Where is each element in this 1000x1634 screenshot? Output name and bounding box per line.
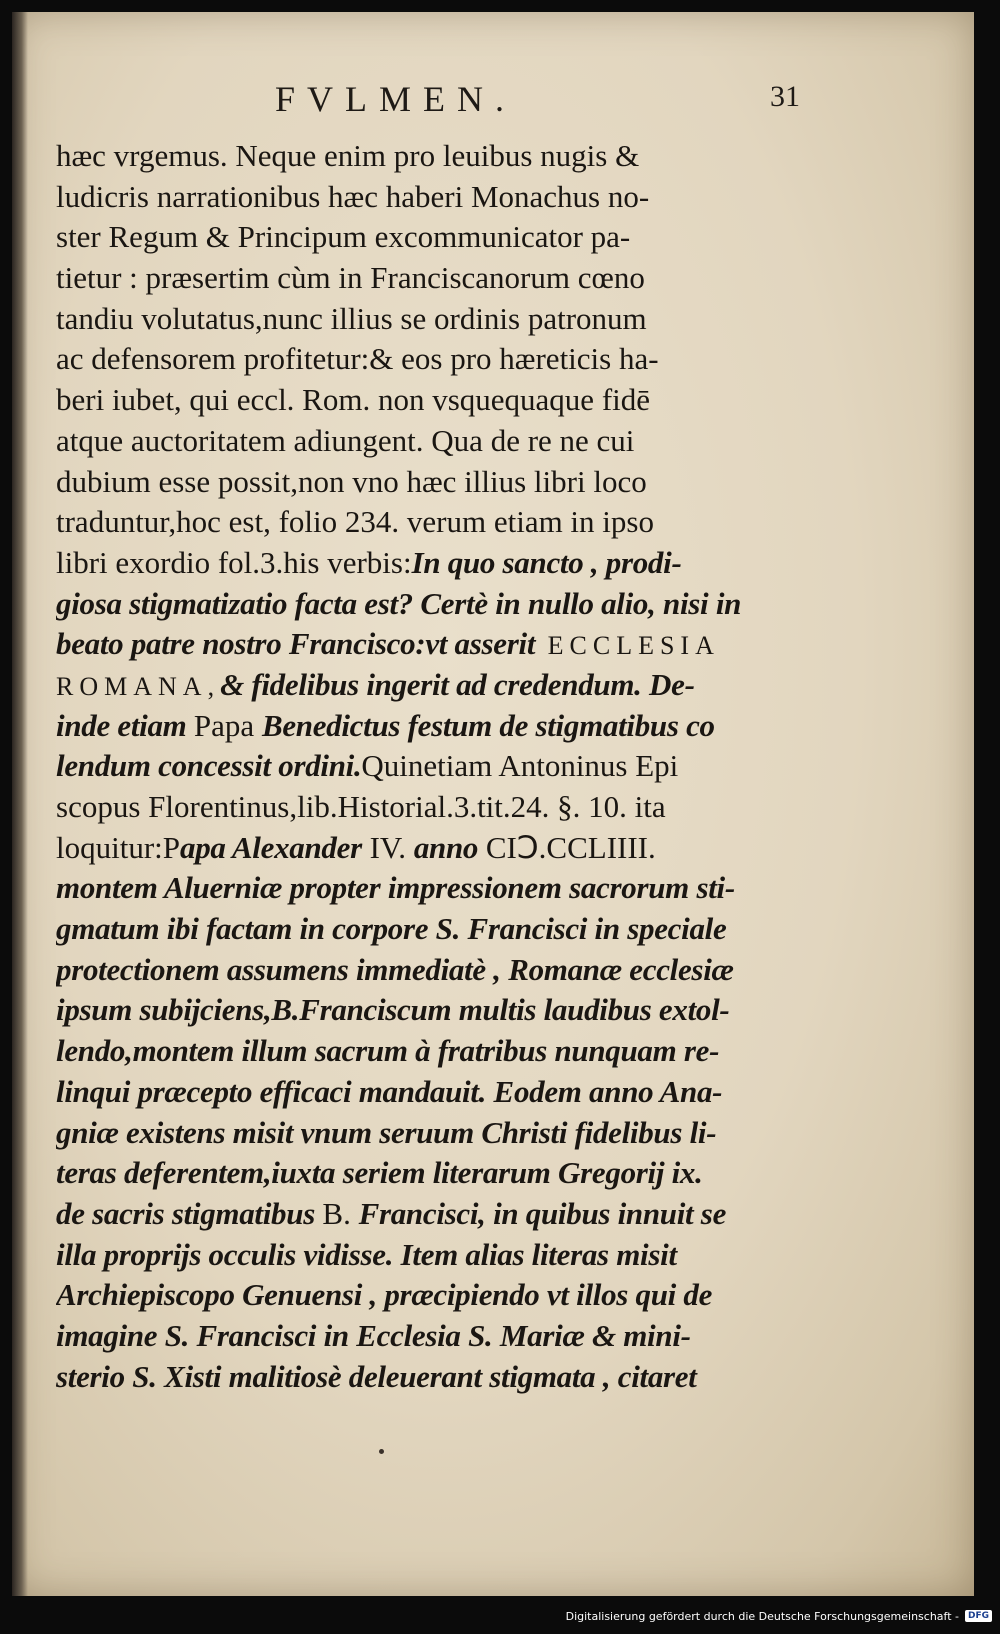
- text-segment: hæc vrgemus. Neque enim pro leuibus nugis &: [56, 138, 640, 173]
- text-segment: tietur : præsertim cùm in Franciscanorum cœno: [56, 260, 645, 296]
- text-line: [56, 584, 796, 625]
- text-line: [56, 1031, 796, 1072]
- text-segment: dubium esse possit,non vno hæc illius libri loco: [56, 463, 647, 499]
- text-segment: inde etiam: [56, 707, 194, 743]
- text-line: [56, 746, 796, 787]
- text-segment: scopus Florentinus,lib.Historial.3.tit.24. §. 10. ita: [56, 789, 666, 824]
- text-segment: libri exordio fol.3.his verbis:: [56, 544, 412, 580]
- text-line: [56, 1316, 796, 1357]
- text-line: [56, 217, 796, 258]
- text-line: [56, 787, 796, 828]
- ink-speck: [379, 1449, 384, 1454]
- page-header: [60, 78, 800, 128]
- text-segment: illa proprijs occulis vidisse. Item alias literas misit: [56, 1236, 677, 1272]
- text-line: [56, 706, 796, 747]
- text-segment: imagine S. Francisci in Ecclesia S. Mariæ & mini-: [56, 1317, 691, 1353]
- text-segment: Archiepiscopo Genuensi , præcipiendo vt illos qui de: [56, 1277, 713, 1313]
- text-segment: ECCLESIA: [535, 631, 720, 661]
- text-line: [56, 950, 796, 991]
- digitization-credit: [566, 1602, 992, 1630]
- text-segment: beato patre nostro Francisco:vt asserit: [56, 626, 536, 662]
- text-segment: gmatum ibi factam in corpore S. Francisci in speciale: [56, 911, 727, 947]
- page-gutter-shadow: [12, 12, 28, 1596]
- text-line: [56, 1275, 796, 1316]
- text-segment: gniæ existens misit vnum seruum Christi fidelibus li-: [56, 1114, 717, 1150]
- text-segment: ipsum subijciens,B.Franciscum multis laudibus extol-: [56, 992, 730, 1028]
- text-line: [56, 1235, 796, 1276]
- text-line: [56, 828, 796, 869]
- text-line: [56, 868, 796, 909]
- text-line: [56, 624, 796, 665]
- text-segment: loquitur:P: [56, 829, 181, 865]
- text-segment: Francisci, in quibus innuit se: [358, 1195, 727, 1231]
- text-segment: de sacris stigmatibus: [56, 1195, 323, 1231]
- text-line: [56, 177, 796, 218]
- text-segment: ster Regum & Principum excommunicator pa-: [56, 219, 631, 255]
- text-line: [56, 543, 796, 584]
- text-segment: lendum concessit ordini.: [56, 748, 362, 784]
- text-segment: traduntur,hoc est, folio 234. verum etiam in ipso: [56, 504, 654, 540]
- credit-text: Digitalisierung gefördert durch die Deutsche Forschungsgemeinschaft -: [565, 1609, 959, 1623]
- dfg-logo-icon: DFG: [965, 1610, 992, 1622]
- text-segment: In quo sancto , prodi-: [411, 544, 682, 580]
- text-segment: ROMANA,: [56, 671, 221, 701]
- body-text: [56, 136, 796, 1397]
- text-line: [56, 339, 796, 380]
- running-title: FVLMEN.: [275, 79, 517, 119]
- text-segment: protectionem assumens immediatè , Romanæ ecclesiæ: [56, 951, 734, 987]
- text-segment: tandiu volutatus,nunc illius se ordinis patronum: [56, 300, 647, 336]
- text-segment: giosa stigmatizatio facta est? Certè in nullo alio, nisi in: [56, 585, 742, 621]
- text-segment: Quinetiam Antoninus Epi: [361, 748, 679, 784]
- text-segment: linqui præcepto efficaci mandauit. Eodem anno Ana-: [56, 1073, 723, 1109]
- text-line: [56, 299, 796, 340]
- text-line: [56, 1113, 796, 1154]
- text-segment: anno: [413, 829, 479, 865]
- text-line: [56, 665, 796, 706]
- text-line: [56, 258, 796, 299]
- text-line: [56, 462, 796, 503]
- text-line: [56, 136, 796, 177]
- text-segment: ac defensorem profitetur:& eos pro hæreticis ha-: [56, 341, 659, 377]
- text-segment: montem Aluerniæ propter impressionem sacrorum sti-: [56, 870, 735, 906]
- text-line: [56, 909, 796, 950]
- text-line: [56, 421, 796, 462]
- text-segment: teras deferentem,iuxta seriem literarum Gregorij ix.: [56, 1155, 703, 1191]
- text-segment: lendo,montem illum sacrum à fratribus nunquam re-: [56, 1033, 720, 1069]
- text-segment: Benedictus festum de stigmatibus co: [261, 707, 715, 743]
- text-segment: Papa: [193, 707, 262, 743]
- text-line: [56, 1357, 796, 1398]
- text-line: [56, 380, 796, 421]
- text-segment: B.: [322, 1195, 359, 1231]
- text-line: [56, 1194, 796, 1235]
- text-segment: IV.: [361, 829, 414, 865]
- text-segment: atque auctoritatem adiungent. Qua de re ne cui: [56, 422, 635, 458]
- text-segment: sterio S. Xisti malitiosè deleuerant stigmata , citaret: [56, 1358, 697, 1394]
- text-segment: ludicris narrationibus hæc haberi Monachus no-: [56, 178, 650, 214]
- text-segment: CIↃ.CCLIIII.: [478, 829, 656, 865]
- text-segment: apa Alexander: [180, 829, 362, 865]
- text-line: [56, 1153, 796, 1194]
- text-line: [56, 1072, 796, 1113]
- text-segment: & fidelibus ingerit ad credendum. De-: [220, 666, 695, 702]
- text-segment: beri iubet, qui eccl. Rom. non vsquequaque fidē: [56, 382, 651, 418]
- text-line: [56, 990, 796, 1031]
- page-number: 31: [770, 80, 800, 113]
- text-line: [56, 502, 796, 543]
